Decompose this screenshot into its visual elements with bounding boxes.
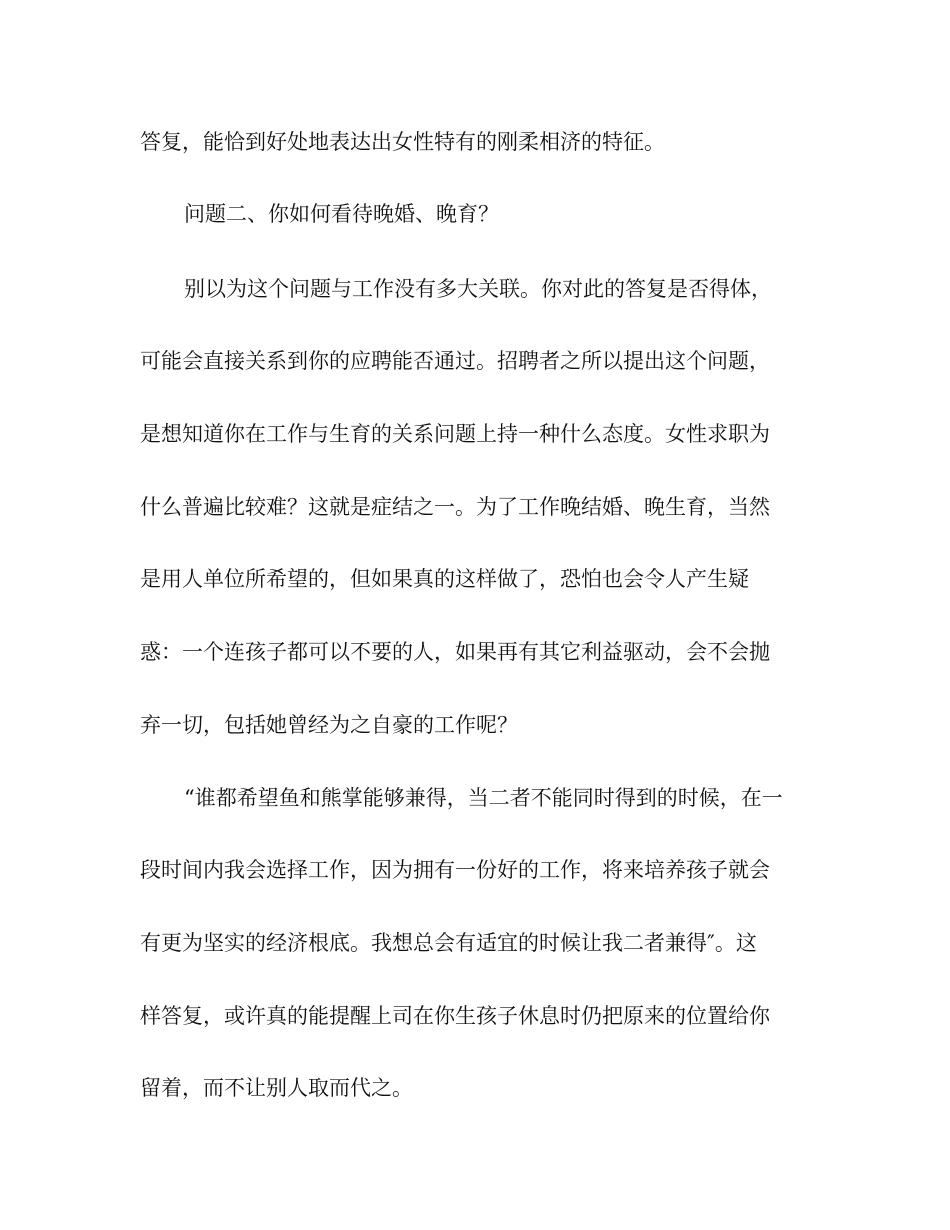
text-line-13: 样答复，或许真的能提醒上司在你生孩子休息时仍把原来的位置给你 bbox=[140, 1004, 770, 1028]
text-line-1: 答复，能恰到好处地表达出女性特有的刚柔相济的特征。 bbox=[140, 130, 665, 154]
text-line-3: 别以为这个问题与工作没有多大关联。你对此的答复是否得体， bbox=[184, 277, 772, 301]
text-line-10: “谁都希望鱼和熊掌能够兼得，当二者不能同时得到的时候，在一 bbox=[184, 786, 783, 810]
text-line-4: 可能会直接关系到你的应聘能否通过。招聘者之所以提出这个问题， bbox=[140, 349, 770, 373]
text-line-5: 是想知道你在工作与生育的关系问题上持一种什么态度。女性求职为 bbox=[140, 422, 770, 446]
text-line-8: 惑：一个连孩子都可以不要的人，如果再有其它利益驱动，会不会抛 bbox=[140, 640, 770, 664]
section-heading: 问题二、你如何看待晚婚、晚育？ bbox=[184, 202, 499, 226]
text-line-6: 什么普遍比较难？这就是症结之一。为了工作晚结婚、晚生育，当然 bbox=[140, 495, 770, 519]
text-line-9: 弃一切，包括她曾经为之自豪的工作呢？ bbox=[140, 713, 518, 737]
text-line-7: 是用人单位所希望的，但如果真的这样做了，恐怕也会令人产生疑 bbox=[140, 567, 749, 591]
text-line-14: 留着，而不让别人取而代之。 bbox=[140, 1076, 413, 1100]
text-line-12: 有更为坚实的经济根底。我想总会有适宜的时候让我二者兼得″。这 bbox=[140, 931, 757, 955]
text-line-11: 段时间内我会选择工作，因为拥有一份好的工作，将来培养孩子就会 bbox=[140, 858, 770, 882]
